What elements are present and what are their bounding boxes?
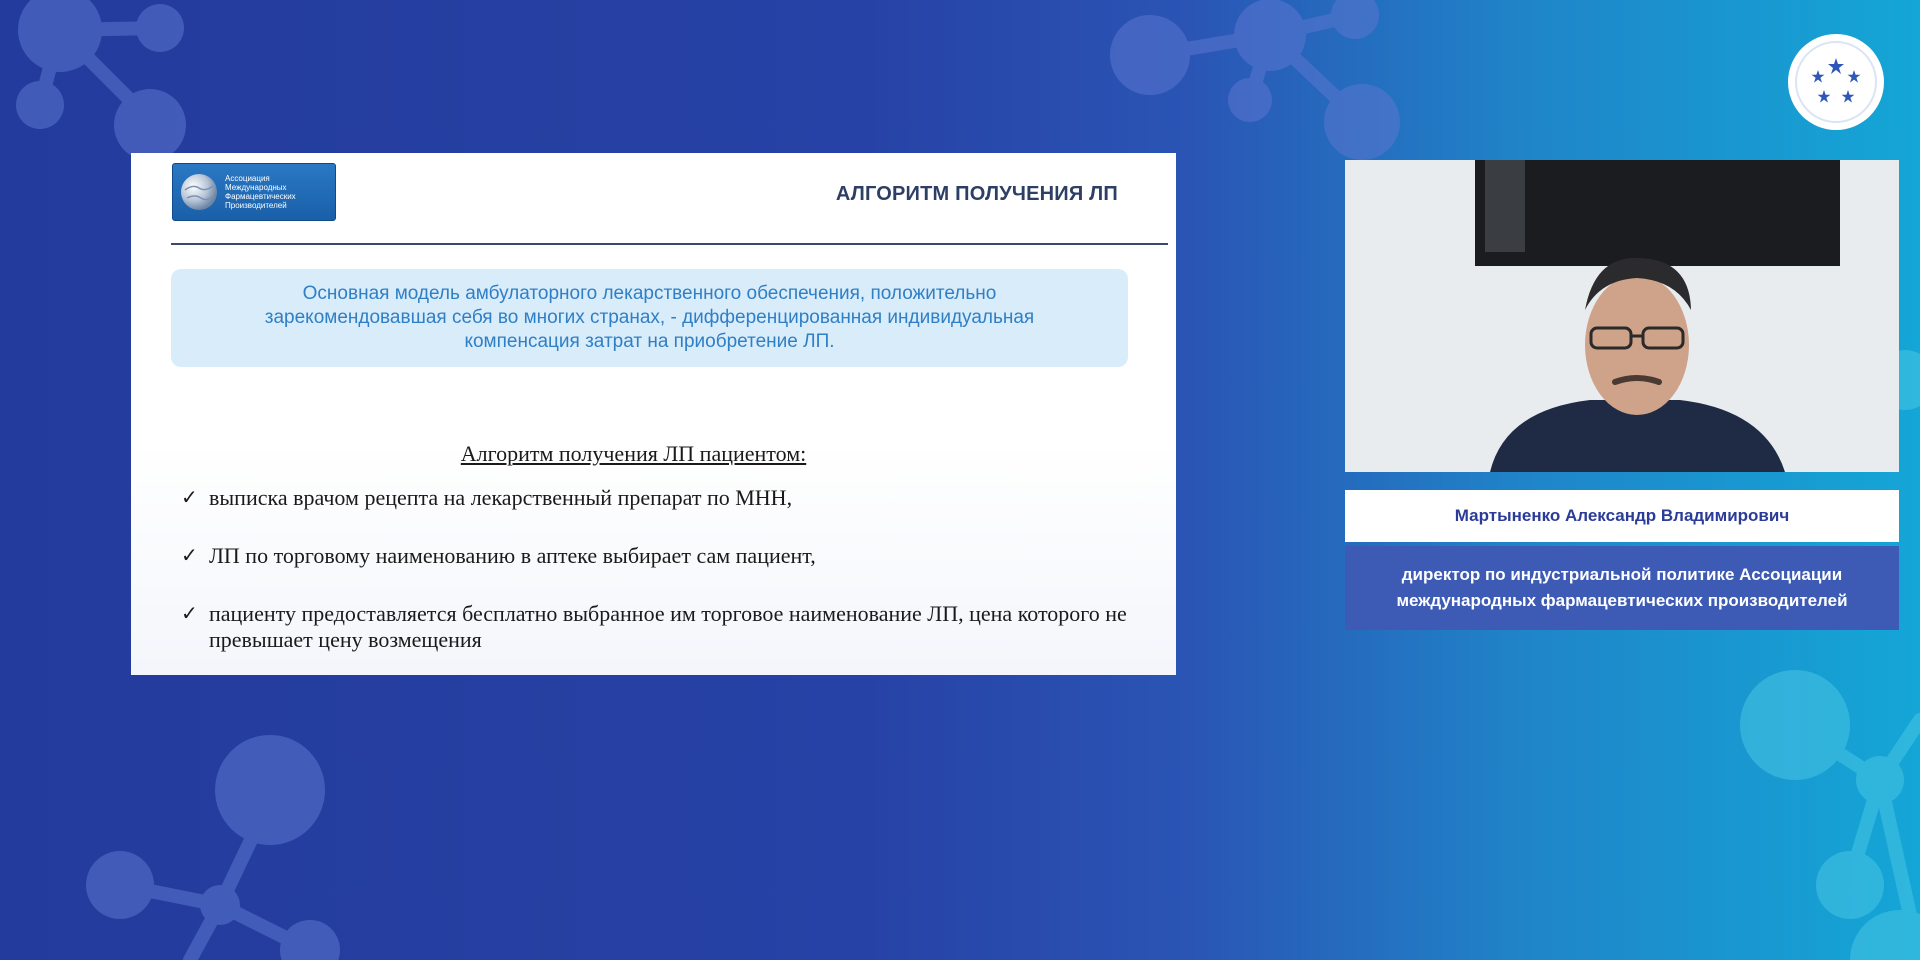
- slide-title: АЛГОРИТМ ПОЛУЧЕНИЯ ЛП: [835, 183, 1118, 205]
- list-item: ✓ ЛП по торговому наименованию в аптеке выбирает сам пациент,: [181, 543, 816, 568]
- slide-list: [179, 485, 1154, 675]
- globe-logo-icon: [179, 172, 219, 212]
- slide-divider: [171, 243, 1168, 245]
- presentation-slide: [131, 153, 1176, 675]
- slide-subheading: Алгоритм получения ЛП пациентом:: [460, 441, 807, 466]
- list-item: ✓ выписка врачом рецепта на лекарственный препарат по МНН,: [181, 485, 793, 510]
- check-icon: ✓: [181, 545, 198, 567]
- speaker-name: Мартыненко Александр Владимирович: [1345, 490, 1899, 542]
- slide-logo-text: Ассоциация Международных Фармацевтических Производителей: [225, 174, 296, 210]
- event-badge: [1788, 34, 1884, 130]
- speaker-video-frame: [1345, 160, 1899, 472]
- speaker-title: директор по индустриальной политике Ассоциации международных фармацевтических производителей: [1345, 546, 1899, 630]
- stars-circle-logo-icon: [1788, 34, 1884, 130]
- slide-logo: [172, 163, 336, 221]
- list-item: ✓ пациенту предоставляется бесплатно выбранное им торговое наименование ЛП, цена которого не превышает цену возмещения: [181, 601, 1127, 652]
- check-icon: ✓: [181, 603, 198, 625]
- slide-callout: Основная модель амбулаторного лекарственного обеспечения, положительно зарекомендовавшая себя во многих странах, - дифференцированная индивидуальная компенсация затрат на приобретение ЛП.: [171, 269, 1128, 367]
- check-icon: ✓: [181, 487, 198, 509]
- speaker-video: [1345, 160, 1899, 472]
